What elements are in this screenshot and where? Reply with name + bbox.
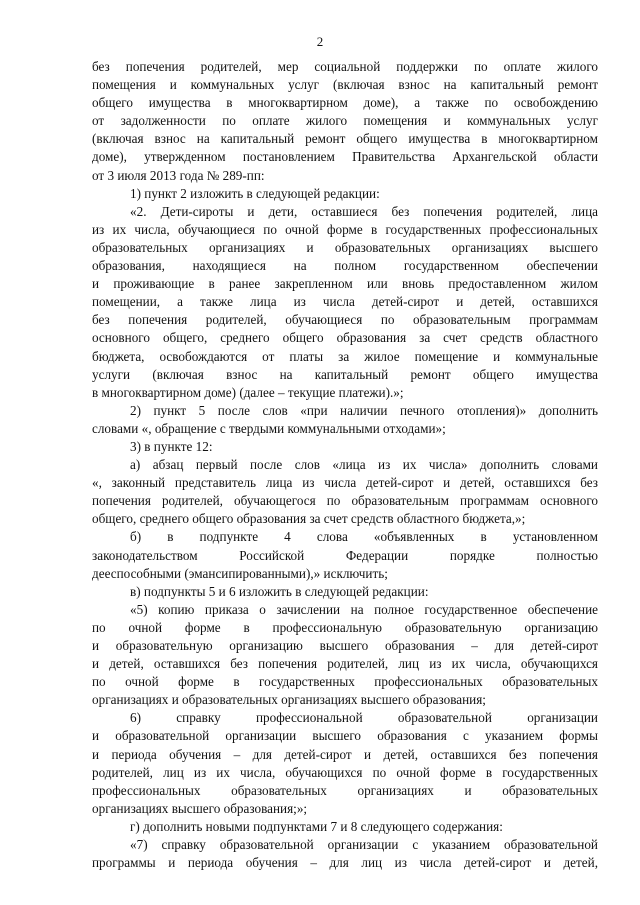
text-line: общего, среднего общего образования за счет средств областного бюджета,»;	[92, 511, 526, 527]
text-line: дееспособными (эмансипированными),» исключить;	[92, 565, 388, 581]
text-line: в многоквартирном доме) (далее – текущие платежи).»;	[92, 384, 404, 400]
text-line: «7) справку образовательной организации с указанием образовательной	[130, 837, 598, 853]
text-line: по очной форме в профессиональную образовательную организацию	[92, 619, 598, 635]
text-line: и периода обучения – для детей-сирот и детей, оставшихся без попечения	[92, 746, 598, 762]
text-line: «, законный представитель лица из числа детей-сирот и детей, оставшихся без	[92, 475, 598, 491]
text-line: в) подпункты 5 и 6 изложить в следующей редакции:	[130, 583, 429, 599]
text-line: профессиональных образовательных организациях и образовательных	[92, 782, 598, 798]
text-line: и образовательной организации высшего образования с указанием формы	[92, 728, 598, 744]
text-line: 3) в пункте 12:	[130, 438, 213, 454]
text-line: 2) пункт 5 после слов «при наличии печного отопления)» дополнить	[130, 402, 598, 418]
text-line: от задолженности по оплате жилого помещения и коммунальных услуг	[92, 113, 598, 129]
text-line: из их числа, обучающиеся по очной форме в государственных профессиональных	[92, 221, 598, 237]
text-line: б) в подпункте 4 слова «объявленных в установленном	[130, 529, 598, 545]
text-line: «2. Дети-сироты и дети, оставшиеся без попечения родителей, лица	[130, 203, 598, 219]
text-line: «5) копию приказа о зачислении на полное государственное обеспечение	[130, 601, 598, 617]
text-line: услуги (включая взнос на капитальный ремонт общего имущества	[92, 366, 598, 382]
text-line: 1) пункт 2 изложить в следующей редакции:	[130, 185, 380, 201]
text-line: доме), утвержденном постановлением Правительства Архангельской области	[92, 149, 598, 165]
text-line: образовательных организациях и образовательных организациях высшего	[92, 239, 598, 255]
text-line: а) абзац первый после слов «лица из их числа» дополнить словами	[130, 457, 598, 473]
text-line: без попечения родителей, обучающиеся по образовательным программам	[92, 312, 598, 328]
text-line: помещении, а также лица из числа детей-сирот и детей, оставшихся	[92, 294, 598, 310]
text-line: и детей, оставшихся без попечения родителей, лиц из их числа, обучающихся	[92, 656, 598, 672]
text-line: словами «, обращение с твердыми коммунальными отходами»;	[92, 420, 446, 436]
text-line: образования, находящиеся на полном государственном обеспечении	[92, 258, 598, 274]
text-line: от 3 июля 2013 года № 289-пп:	[92, 167, 265, 183]
text-line: попечения родителей, обучающегося по образовательным программам основного	[92, 493, 598, 509]
page-number: 2	[316, 34, 324, 49]
text-line: без попечения родителей, мер социальной поддержки по оплате жилого	[92, 59, 598, 74]
text-line: организациях высшего образования;»;	[92, 800, 308, 816]
text-line: и проживающие в ранее закрепленном или вновь предоставленном жилом	[92, 276, 598, 292]
text-line: по очной форме в государственных профессиональных образовательных	[92, 674, 598, 690]
text-line: родителей, лиц из их числа, обучающихся по очной форме в государственных	[92, 764, 598, 780]
text-line: помещения и коммунальных услуг (включая взнос на капитальный ремонт	[92, 77, 598, 93]
document-body	[92, 58, 598, 872]
text-line: (включая взнос на капитальный ремонт общего имущества в многоквартирном	[92, 131, 598, 147]
text-line: бюджета, освобождаются от платы за жилое помещение и коммунальные	[92, 348, 598, 364]
text-line: общего имущества в многоквартирном доме), а также по освобождению	[92, 95, 598, 111]
text-line: г) дополнить новыми подпунктами 7 и 8 следующего содержания:	[130, 818, 503, 834]
text-line: организациях и образовательных организациях высшего образования;	[92, 692, 486, 708]
text-line: и образовательную организацию высшего образования – для детей-сирот	[92, 638, 598, 653]
text-line: программы и периода обучения – для лиц из числа детей-сирот и детей,	[92, 855, 598, 871]
text-line: 6) справку профессиональной образовательной организации	[130, 710, 598, 726]
text-line: основного общего, среднего общего образования за счет средств областного	[92, 330, 598, 346]
text-line: законодательством Российской Федерации порядке полностью	[92, 547, 598, 563]
